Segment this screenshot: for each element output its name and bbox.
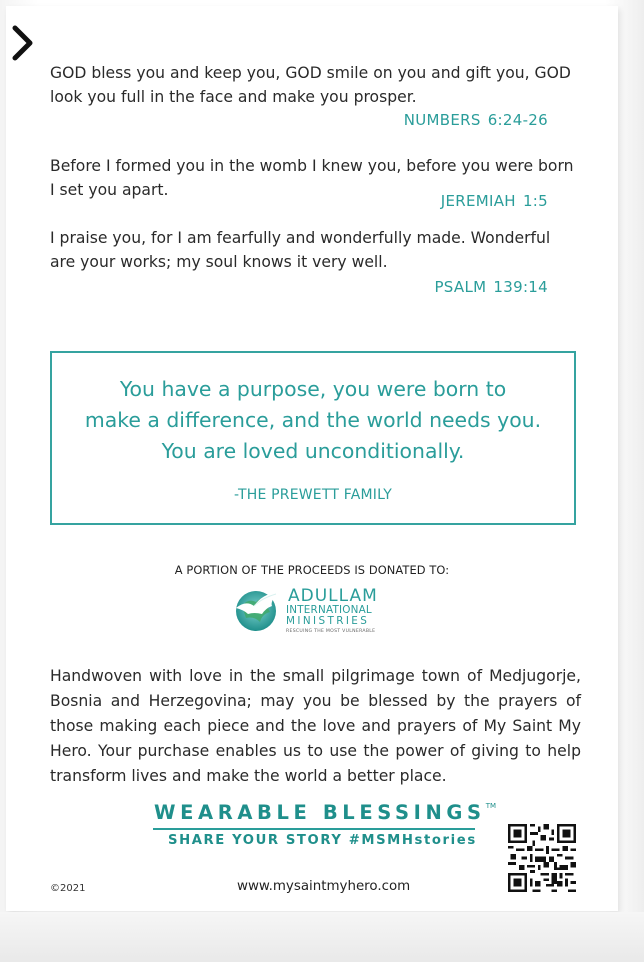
logo-name: ADULLAM — [288, 586, 378, 606]
adullam-logo — [232, 584, 392, 642]
brand-tagline: SHARE YOUR STORY #MSMHstories — [168, 833, 477, 848]
brand-name-text: WEARABLE BLESSINGS — [154, 801, 486, 824]
brand-divider — [153, 828, 475, 830]
carousel-next-button[interactable] — [8, 22, 38, 64]
verse-1-reference: NUMBERS 6:24-26 — [403, 111, 548, 129]
qr-code-icon — [508, 824, 576, 892]
viewer-bottom-edge — [0, 912, 644, 962]
product-card — [6, 6, 618, 911]
verse-2-text: Before I formed you in the womb I knew you, before you were born I set you apart. — [50, 157, 574, 199]
trademark-mark: TM — [485, 802, 497, 810]
logo-sub-ministries: MINISTRIES — [286, 615, 370, 627]
quote-signature: -THE PREWETT FAMILY — [234, 487, 392, 503]
quote-line: You are loved unconditionally. — [161, 439, 465, 463]
logo-sub-international: INTERNATIONAL — [286, 604, 372, 616]
dove-globe-icon — [232, 584, 284, 636]
quote-line: You have a purpose, you were born to — [119, 377, 507, 401]
verse-2-reference: JEREMIAH 1:5 — [440, 192, 548, 210]
quote-line: make a difference, and the world needs you. — [84, 408, 542, 432]
brand-name — [154, 801, 496, 824]
quote-text — [52, 374, 574, 467]
verse-3-text: I praise you, for I am fearfully and wonderfully made. Wonderful are your works; my soul knows it very well. — [50, 229, 551, 271]
verse-3-reference: PSALM 139:14 — [434, 278, 548, 296]
product-description: Handwoven with love in the small pilgrimage town of Medjugorje, Bosnia and Herzegovina; may you be blessed by the prayers of those making each piece and the love and prayers of My Saint My Hero. Your purchase enables us to use the power of giving to help transform lives and make the world a better place. — [50, 667, 581, 785]
quote-box — [50, 351, 576, 525]
proceeds-label: A PORTION OF THE PROCEEDS IS DONATED TO: — [174, 563, 450, 577]
verse-1-text: GOD bless you and keep you, GOD smile on you and gift you, GOD look you full in the face and make you prosper. — [50, 64, 571, 106]
chevron-right-icon — [8, 22, 38, 64]
website-url: www.mysaintmyhero.com — [237, 879, 411, 894]
copyright: ©2021 — [50, 883, 86, 894]
logo-tagline: RESCUING THE MOST VULNERABLE — [286, 629, 376, 634]
